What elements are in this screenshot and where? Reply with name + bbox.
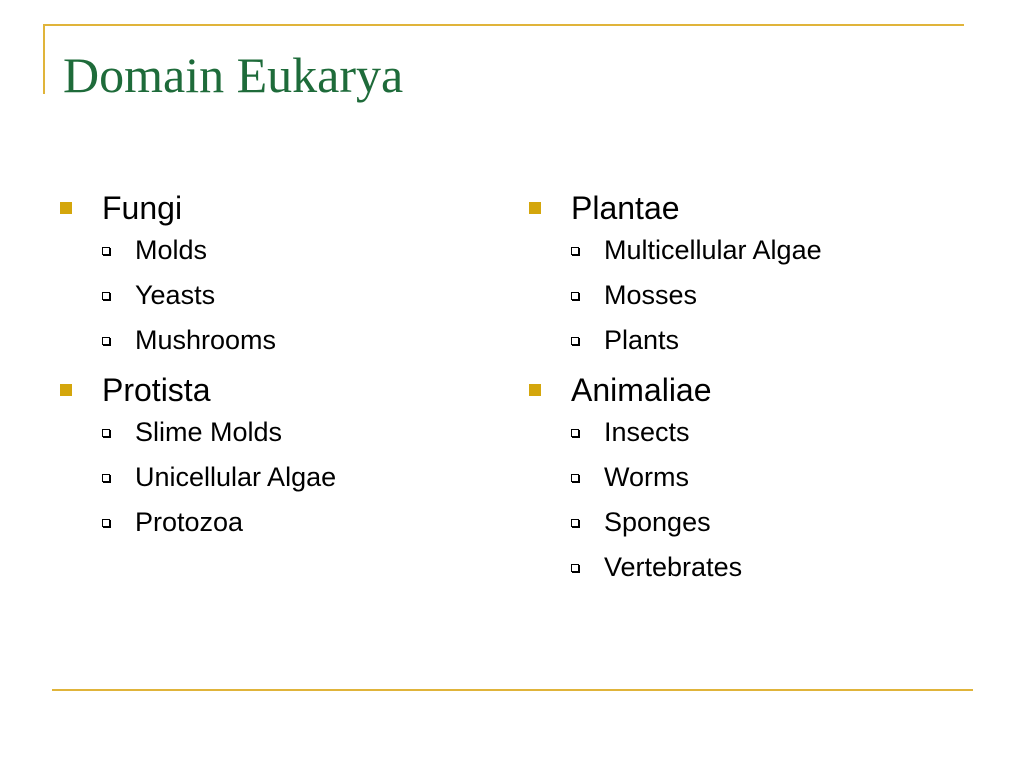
category-header	[60, 370, 500, 410]
hollow-square-bullet-icon	[571, 292, 579, 300]
hollow-square-bullet-icon	[102, 429, 110, 437]
square-bullet-icon	[529, 384, 541, 396]
hollow-square-bullet-icon	[571, 247, 579, 255]
hollow-square-bullet-icon	[571, 519, 579, 527]
square-bullet-icon	[60, 384, 72, 396]
left-column	[60, 188, 500, 552]
list-item-label: Insects	[604, 417, 690, 447]
list-item	[102, 455, 500, 500]
category-header	[60, 188, 500, 228]
list-item-label: Vertebrates	[604, 552, 743, 582]
list-item-label: Mosses	[604, 280, 698, 310]
sub-list	[529, 410, 969, 590]
list-item	[571, 318, 969, 363]
hollow-square-bullet-icon	[102, 337, 110, 345]
list-item	[102, 410, 500, 455]
list-item	[571, 273, 969, 318]
category-label: Animaliae	[571, 371, 712, 408]
list-item	[571, 500, 969, 545]
list-item-label: Sponges	[604, 507, 711, 537]
list-item	[102, 228, 500, 273]
hollow-square-bullet-icon	[571, 429, 579, 437]
top-accent-line	[43, 24, 964, 26]
list-item	[102, 273, 500, 318]
category-header	[529, 188, 969, 228]
list-item	[102, 318, 500, 363]
square-bullet-icon	[60, 202, 72, 214]
left-accent-line	[43, 24, 45, 94]
sub-list	[60, 410, 500, 545]
list-item	[571, 410, 969, 455]
sub-list	[529, 228, 969, 363]
list-item-label: Yeasts	[135, 280, 216, 310]
hollow-square-bullet-icon	[571, 474, 579, 482]
hollow-square-bullet-icon	[571, 337, 579, 345]
slide-title: Domain Eukarya	[63, 47, 404, 103]
hollow-square-bullet-icon	[102, 519, 110, 527]
list-item-label: Plants	[604, 325, 680, 355]
category-animaliae	[529, 370, 969, 590]
list-item	[102, 500, 500, 545]
category-header	[529, 370, 969, 410]
hollow-square-bullet-icon	[102, 474, 110, 482]
list-item-label: Protozoa	[135, 507, 244, 537]
square-bullet-icon	[529, 202, 541, 214]
hollow-square-bullet-icon	[102, 247, 110, 255]
hollow-square-bullet-icon	[571, 564, 579, 572]
list-item-label: Worms	[604, 462, 689, 492]
category-label: Fungi	[102, 189, 183, 226]
list-item	[571, 228, 969, 273]
category-label: Protista	[102, 371, 211, 408]
hollow-square-bullet-icon	[102, 292, 110, 300]
sub-list	[60, 228, 500, 363]
bottom-accent-line	[52, 689, 973, 691]
list-item-label: Unicellular Algae	[135, 462, 337, 492]
category-label: Plantae	[571, 189, 680, 226]
list-item-label: Mushrooms	[135, 325, 277, 355]
right-column	[529, 188, 969, 597]
list-item-label: Slime Molds	[135, 417, 283, 447]
list-item	[571, 545, 969, 590]
category-protista	[60, 370, 500, 545]
category-fungi	[60, 188, 500, 363]
list-item	[571, 455, 969, 500]
list-item-label: Multicellular Algae	[604, 235, 822, 265]
category-plantae	[529, 188, 969, 363]
list-item-label: Molds	[135, 235, 208, 265]
